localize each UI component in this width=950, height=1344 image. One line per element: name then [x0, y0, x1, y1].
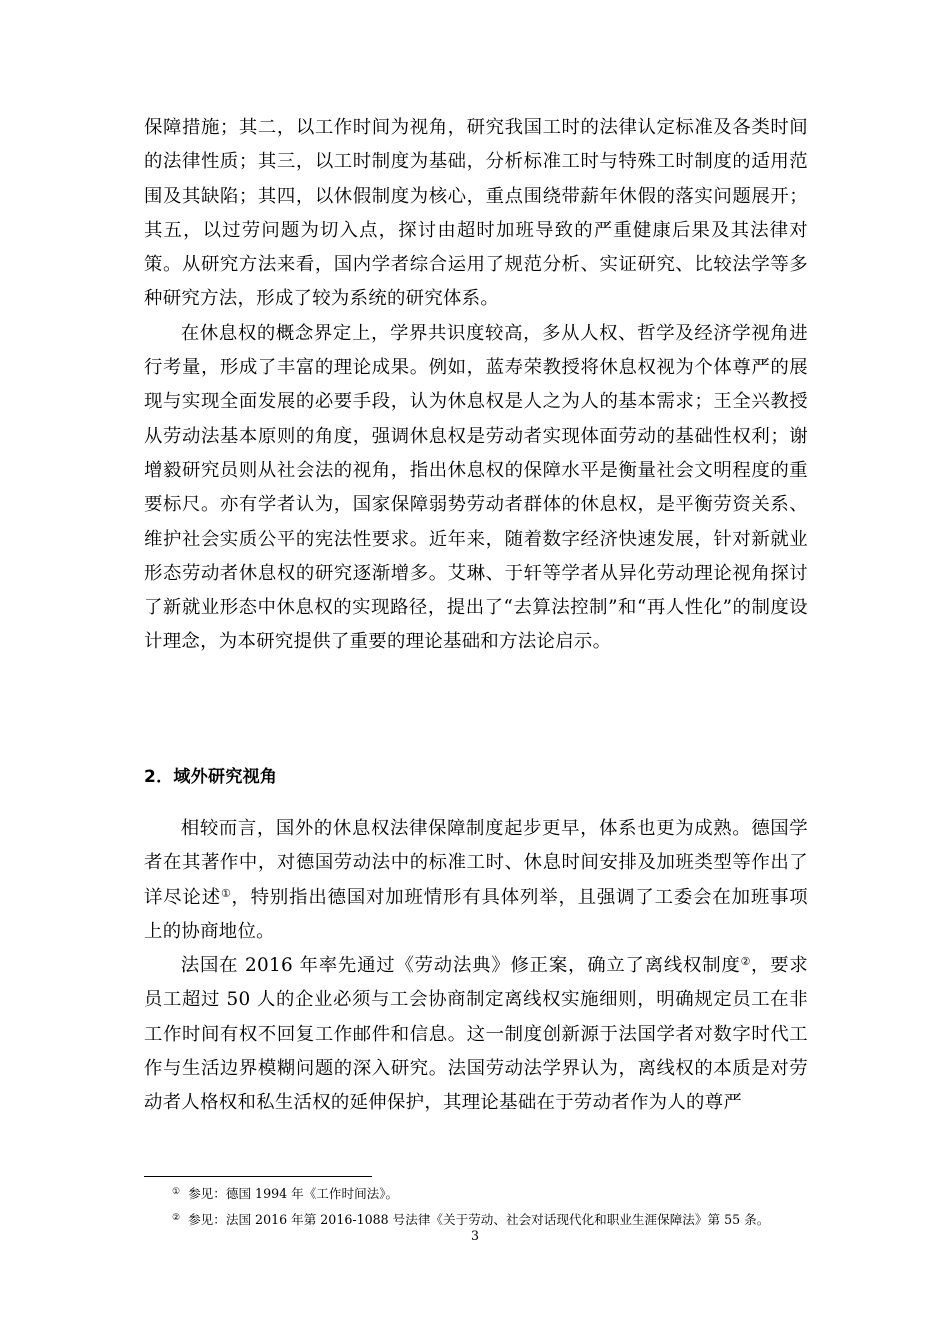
page-number: 3: [470, 1228, 479, 1243]
footnote-text: 参见：德国 1994 年《工作时间法》。: [188, 1186, 399, 1201]
body-section-2: [144, 812, 808, 1121]
footnote-1: [172, 1186, 822, 1204]
paragraph-france: [144, 949, 808, 1120]
footnote-ref-1[interactable]: ①: [220, 886, 232, 900]
paragraph-rest-right-concept: 在休息权的概念界定上，学界共识度较高，多从人权、哲学及经济学视角进行考量，形成了丰富的理论成果。例如，蓝寿荣教授将休息权视为个体尊严的展现与实现全面发展的必要手段，认为休息权是人之为人的基本需求；王全兴教授从劳动法基本原则的角度，强调休息权是劳动者实现体面劳动的基础性权利；谢增毅研究员则从社会法的视角，指出休息权的保障水平是衡量社会文明程度的重要标尺。亦有学者认为，国家保障弱势劳动者群体的休息权，是平衡劳资关系、维护社会实质公平的宪法性要求。近年来，随着数字经济快速发展，针对新就业形态劳动者休息权的研究逐渐增多。艾琳、于轩等学者从异化劳动理论视角探讨了新就业形态中休息权的实现路径，提出了“去算法控制”和“再人性化”的制度设计理念，为本研究提供了重要的理论基础和方法论启示。: [144, 322, 808, 653]
footnote-mark: ②: [172, 1213, 181, 1223]
footnote-divider: [144, 1176, 372, 1177]
paragraph-france-text-cont: ，要求员工超过 50 人的企业必须与工会协商制定离线权实施细则，明确规定员工在非工作时间有权不回复工作邮件和信息。这一制度创新源于法国学者对数字时代工作与生活边界模糊问题的深入研究。法国劳动法学界认为，离线权的本质是对劳动者人格权和私生活权的延伸保护，其理论基础在于劳动者作为人的尊严: [144, 955, 808, 1114]
section-heading: 2．域外研究视角: [144, 767, 278, 787]
footnote-mark: ①: [172, 1187, 181, 1197]
footnote-text: 参见：法国 2016 年第 2016-1088 号法律《关于劳动、社会对话现代化和职业生涯保障法》第 55 条。: [188, 1212, 770, 1227]
footnote-ref-2[interactable]: ②: [740, 955, 751, 969]
paragraph-germany-text-cont: ，特别指出德国对加班情形有具体列举，且强调了工委会在加班事项上的协商地位。: [144, 886, 808, 942]
body-section-1: [144, 111, 808, 660]
paragraph-france-text: 法国在 2016 年率先通过《劳动法典》修正案，确立了离线权制度: [180, 955, 741, 977]
paragraph-germany: [144, 812, 808, 949]
paragraph-continued: 保障措施；其二，以工作时间为视角，研究我国工时的法律认定标准及各类时间的法律性质；其三，以工时制度为基础，分析标准工时与特殊工时制度的适用范围及其缺陷；其四，以休假制度为核心，重点围绕带薪年休假的落实问题展开；其五，以过劳问题为切入点，探讨由超时加班导致的严重健康后果及其法律对策。从研究方法来看，国内学者综合运用了规范分析、实证研究、比较法学等多种研究方法，形成了较为系统的研究体系。: [144, 117, 808, 310]
paragraph-germany-text: 相较而言，国外的休息权法律保障制度起步更早，体系也更为成熟。德国学者在其著作中，对德国劳动法中的标准工时、休息时间安排及加班类型等作出了详尽论述: [144, 818, 808, 908]
